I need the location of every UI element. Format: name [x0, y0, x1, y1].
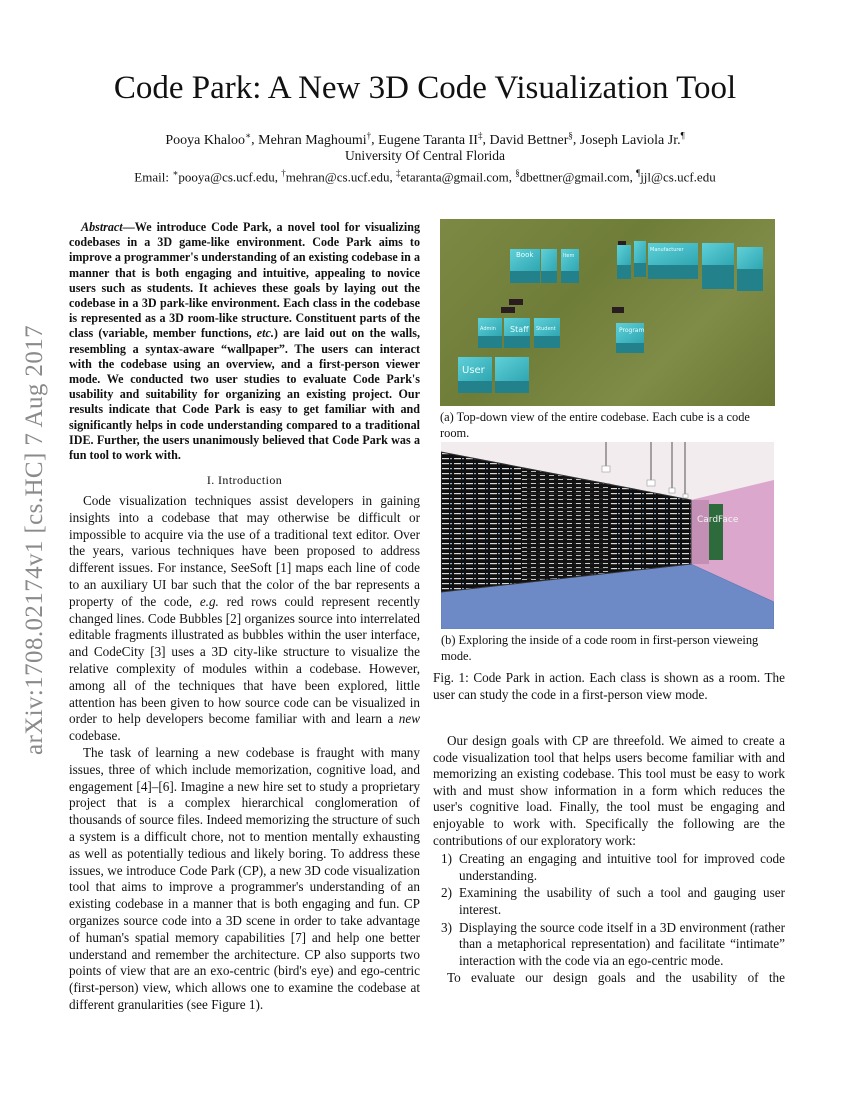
- section-heading: I. Introduction: [206, 473, 283, 488]
- list-item: 1) Creating an engaging and intuitive tool for improved code understanding.: [441, 851, 785, 883]
- email-address[interactable]: jjl@cs.ucf.edu: [640, 169, 716, 185]
- abstract: Abstract—We introduce Code Park, a novel tool for visualizing codebases in a 3D game-like environment. Code Park aims to improve a programmer's understanding of an existing codebase in a manner that is both engaging and intuitive, appealing to novice users such as students. It achieves these goals by laying out the codebase in a 3D park-like environment. Each class in the codebase is represented as a 3D room-like structure. Constituent parts of the class (variable, member functions, etc.) are laid out on the walls, resembling a syntax-aware “wallpaper”. The users can interact with the codebase using an overview, and a first-person viewer mode. We conducted two user studies to evaluate Code Park's usability and suitability for organizing an existing project. Our results indicate that Code Park is easy to get familiar with and significantly helps in code understanding compared to a traditional IDE. Further, the users unanimously believed that Code Park was a fun tool to work with.: [69, 220, 420, 463]
- room-label: Manufacturer: [650, 247, 684, 253]
- room-sign: [618, 241, 626, 245]
- ceiling-lamp: [647, 480, 655, 486]
- ceiling-lamp: [669, 488, 675, 493]
- email-address[interactable]: etaranta@gmail.com: [400, 169, 509, 185]
- ceiling-lamp: [683, 494, 688, 498]
- list-item: 2) Examining the usability of such a tool and gauging user interest.: [441, 885, 785, 917]
- arxiv-id: arXiv:1708.02174v1 [cs.HC] 7 Aug 2017: [21, 324, 48, 756]
- author: Joseph Laviola Jr.¶: [579, 130, 685, 148]
- figure-1-caption: Fig. 1: Code Park in action. Each class is shown as a room. The user can study the code in a first-person view mode.: [433, 670, 785, 702]
- room-cube: [702, 243, 734, 289]
- room-label: User: [462, 365, 485, 376]
- email-address[interactable]: dbettner@gmail.com: [519, 169, 630, 185]
- room-sign: [612, 307, 624, 313]
- room-label: Item: [563, 253, 575, 259]
- list-item: 3) Displaying the source code itself in a 3D environment (rather than a metaphorical representation) and facilitate “intimate” interaction with the code via an ego-centric mode.: [441, 919, 785, 968]
- room-cube: [541, 249, 557, 283]
- figure-1b-first-person-view: [441, 442, 774, 629]
- author-list: Pooya Khaloo∗, Mehran Maghoumi†, Eugene Taranta II‡, David Bettner§, Joseph Laviola Jr.¶: [165, 130, 685, 148]
- figure-1a-caption: (a) Top-down view of the entire codebase. Each cube is a code room.: [440, 410, 750, 440]
- affiliation: University Of Central Florida: [344, 148, 506, 163]
- author: David Bettner§: [489, 130, 573, 148]
- left-column: [69, 220, 420, 1014]
- room-name-label: CardFace: [697, 515, 739, 525]
- paper-title: Code Park: A New 3D Code Visualization Tool: [113, 70, 737, 106]
- room-interior-scene: [441, 442, 774, 629]
- room-sign: [501, 307, 515, 313]
- email-address[interactable]: mehran@cs.ucf.edu: [285, 169, 390, 185]
- room-label: Book: [516, 251, 534, 259]
- intro-paragraph-2: The task of learning a new codebase is fraught with many issues, three of which include memorization, cognitive load, and engagement [4]–[6]. Imagine a new hire set to study a proprietary project that is a complex hierarchical conglomeration of thousands of source files. Indeed memorizing the structure of such a system is a difficult chore, not to mention mentally exhausting as well as potentially tedious and likely boring. To address these issues, we introduce Code Park (CP), a new 3D code visualization tool that aims to improve a programmer's understanding of an existing codebase in a manner that is both engaging and fun. CP organizes source code into a 3D scene in order to take advantage of human's spatial memory capabilities [7] and help one better understand and remember the architecture. CP also supports two points of view that are an exo-centric (bird's eye) and ego-centric (first-person) view, which allows one to examine the codebase at different granularities (see Figure 1).: [69, 745, 420, 1012]
- room-sign: [509, 299, 523, 305]
- email-line: Email: ∗pooya@cs.ucf.edu, †mehran@cs.ucf.edu, ‡etaranta@gmail.com, §dbettner@gmail.com, ¶jjl@cs.ucf.edu: [134, 168, 716, 185]
- ceiling-lamp: [602, 466, 610, 472]
- room-cube-admin: [478, 318, 502, 348]
- room-label: Student: [536, 326, 556, 332]
- figure-1a-top-down-view: [440, 219, 775, 406]
- room-cube: [737, 247, 763, 291]
- room-cube: [495, 357, 529, 393]
- room-label: Program: [619, 327, 645, 334]
- room-cube: [634, 241, 646, 277]
- figure-1b-caption: (b) Exploring the inside of a code room in first-person vieweing mode.: [441, 633, 759, 663]
- room-label: Admin: [480, 326, 496, 332]
- room-label: Staff: [510, 325, 529, 334]
- room-cube-student: [534, 318, 560, 348]
- intro-paragraph-1: Code visualization techniques assist developers in gaining insights into a codebase that may otherwise be difficult or impossible to acquire via the use of a traditional text editor. Over the years, various techniques have been proposed to address different issues. For instance, SeeSoft [1] maps each line of code to an auxiliary UI bar such that the color of the bar represents a property of the code, e.g. red rows could represent recently changed lines. Code Bubbles [2] organizes source into interrelated editable fragments illustrated as bubbles within the user interface, and CodeCity [3] uses a 3D city-like structure to visualize the relative complexity of modules within a codebase. However, among all of the techniques that have been explored, little attention has been given to how source code can be visualized in order to help developers become familiar with and learn a new codebase.: [69, 493, 420, 744]
- design-goals-paragraph: Our design goals with CP are threefold. We aimed to create a code visualization tool that helps users become familiar with and memorizing an existing codebase. This tool must be easy to work with and must show information in a form which reduces the user's cognitive load. Finally, the tool must be engaging and enjoyable to work with. Specifically the following are the contributions of our exploratory work:: [433, 733, 785, 848]
- author: Eugene Taranta II‡: [378, 130, 483, 148]
- room-cube: [617, 245, 631, 279]
- park-scene: [440, 219, 775, 406]
- author: Mehran Maghoumi†: [258, 130, 372, 148]
- email-address[interactable]: pooya@cs.ucf.edu: [178, 169, 275, 185]
- right-column: [433, 733, 785, 987]
- contributions-list: [433, 851, 785, 969]
- arxiv-watermark: [0, 0, 70, 1100]
- author: Pooya Khaloo∗: [165, 130, 252, 148]
- evaluation-paragraph: To evaluate our design goals and the usability of the: [447, 970, 785, 986]
